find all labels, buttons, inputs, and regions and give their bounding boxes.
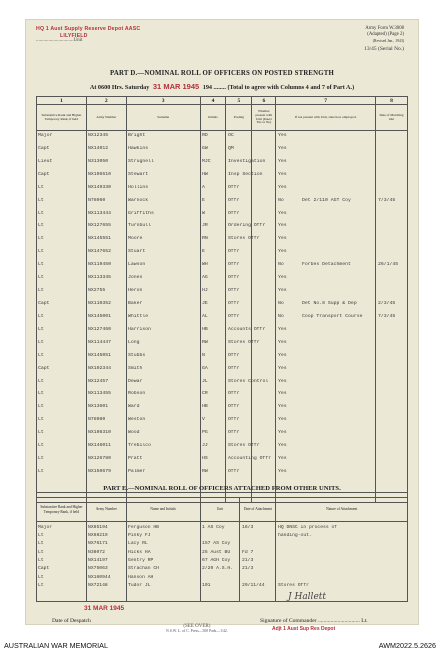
cell-number: NX146011 (88, 443, 112, 449)
col-number: 4 (200, 97, 226, 105)
header-unit: Unit (200, 498, 240, 522)
cell-number: NX114447 (88, 339, 112, 345)
document-sheet (26, 20, 418, 633)
cell-number: NX145551 (88, 236, 112, 242)
cell-number: NX106510 (88, 171, 112, 177)
cell-number: NX75063 (88, 566, 108, 572)
cell-initials: W (202, 210, 205, 216)
cell-rank: Lieut (38, 158, 53, 164)
cell-initials: HB (202, 404, 208, 410)
table-row (36, 582, 408, 590)
cell-number: NX72148 (88, 583, 108, 589)
cell-rank: Lt (38, 262, 44, 268)
cell-rank: Lt (38, 326, 44, 332)
cell-number: NX68219 (88, 532, 108, 538)
cell-number: NX2755 (88, 288, 106, 294)
col-number: 5 (226, 97, 252, 105)
col-number: 2 (86, 97, 126, 105)
table-row (36, 260, 408, 273)
cell-number: NX76171 (88, 541, 108, 547)
cell-rank: Lt (38, 197, 44, 203)
cell-number: NX127655 (88, 223, 112, 229)
cell-number: NX110352 (88, 300, 112, 306)
adjutant-stamp: Adjt 1 Aust Sup Res Depot (272, 626, 336, 632)
table-row (36, 548, 408, 556)
cell-rank: Lt (38, 391, 44, 397)
cell-rank: Lt (38, 339, 44, 345)
cell-name: Tudor JL (128, 583, 151, 589)
cell-surname: Pratt (128, 456, 143, 462)
cell-present: Yes (278, 171, 287, 177)
cell-surname: Strugnell (128, 158, 154, 164)
cell-rank: Lt (38, 184, 44, 190)
at-suffix: 194 ........ (Total to agree with Columns 4 and 7 of Part A.) (202, 84, 355, 91)
cell-posting: Offr (228, 404, 240, 410)
header-army-number: Army Number (86, 105, 126, 131)
header-rank: Substantive Rank and Higher Temporary Rank, if held (37, 105, 87, 131)
cell-initials: CR (202, 391, 208, 397)
cell-rank: Lt (38, 549, 44, 555)
header-initials: Initials (200, 105, 226, 131)
col-number: 8 (376, 97, 408, 105)
cell-posting: Offr (228, 365, 240, 371)
header-present: Whether present with Unit (Insert Yes or No) (252, 105, 276, 131)
form-number: Army Form W.3008 (365, 26, 404, 31)
cell-surname: Stuart (128, 249, 146, 255)
cell-date: 7/3/45 (378, 313, 396, 319)
header-surname: Surname (126, 105, 200, 131)
header-marching-out: Date of Marching Out (376, 105, 408, 131)
cell-present: Yes (278, 223, 287, 229)
cell-unit: 157 AS Coy (202, 541, 231, 547)
cell-surname: Robson (128, 391, 146, 397)
table-row (36, 523, 408, 531)
cell-posting: Offr (228, 249, 240, 255)
table-row (36, 573, 408, 581)
cell-number: NX65194 (88, 524, 108, 530)
header-attachment-nature: Nature of Attachment (276, 498, 408, 522)
cell-number: NX113455 (88, 391, 112, 397)
header-posting: Posting (226, 105, 252, 131)
cell-number: NX119450 (88, 262, 112, 268)
cell-initials: MJC (202, 158, 211, 164)
cell-posting: Offr (228, 210, 240, 216)
cell-rank: Lt (38, 443, 44, 449)
cell-initials: PG (202, 430, 208, 436)
table-row (36, 467, 408, 480)
credit-accession-number: AWM2022.5.2626 (378, 641, 436, 650)
cell-rank: Major (38, 133, 53, 138)
table-row (36, 299, 408, 312)
table-row (36, 540, 408, 548)
cell-present: No (278, 197, 284, 203)
cell-present: No (278, 300, 284, 306)
cell-date: 7/3/45 (378, 197, 396, 203)
cell-present: No (278, 262, 284, 268)
cell-employed: Coop Transport Course (302, 313, 363, 319)
cell-surname: Hawkins (128, 145, 149, 151)
cell-number: NX108310 (88, 430, 112, 436)
printer-note (166, 624, 228, 634)
cell-surname: Dewar (128, 378, 143, 384)
cell-present: Yes (278, 417, 287, 423)
cell-surname: Weston (128, 417, 146, 423)
cell-initials: HS (202, 456, 208, 462)
cell-nature: handing-out. (278, 532, 312, 538)
form-info (365, 26, 404, 44)
cell-present: Yes (278, 430, 287, 436)
cell-surname: Jones (128, 275, 143, 281)
cell-present: Yes (278, 326, 287, 332)
part-e-title: PART E.—NOMINAL ROLL OF OFFICERS ATTACHED FROM OTHER UNITS. (103, 485, 341, 492)
cell-date: 16/3 (242, 524, 254, 530)
cell-initials: A (202, 184, 205, 190)
form-adapted: (Adapted) (Page 2) (367, 32, 404, 37)
col-number: 3 (126, 97, 200, 105)
cell-rank: Lt (38, 210, 44, 216)
part-d-date-line (26, 82, 418, 91)
cell-surname: Stubbs (128, 352, 146, 358)
table-row (36, 402, 408, 415)
table-row (36, 557, 408, 565)
table-row (36, 286, 408, 299)
cell-posting: Investigation (228, 158, 266, 164)
cell-posting: Offr (228, 313, 240, 319)
cell-rank: Lt (38, 532, 44, 538)
cell-rank: Lt (38, 378, 44, 384)
cell-initials: JL (202, 378, 208, 384)
cell-present: Yes (278, 352, 287, 358)
form-revised: (Revised Jan., 1943) (372, 39, 404, 43)
cell-posting: Offr (228, 417, 240, 423)
cell-number: NX12457 (88, 378, 109, 384)
col-number: 6 (252, 97, 276, 105)
cell-present: Yes (278, 456, 287, 462)
cell-posting: QM (228, 145, 234, 151)
cell-name: Ferguson HB (128, 524, 159, 530)
cell-present: Yes (278, 145, 287, 151)
serial-number: 13/45 (Serial No.) (364, 46, 404, 52)
cell-unit: 67 AGH Coy (202, 558, 231, 564)
date-stamp: 31 MAR 1945 (152, 82, 200, 91)
cell-nature: HQ DNSC in process of (278, 524, 338, 530)
cell-rank: Lt (38, 541, 44, 547)
cell-present: Yes (278, 158, 287, 164)
cell-rank: Lt (38, 456, 44, 462)
cell-name: Hanson AH (128, 574, 154, 580)
cell-surname: Wood (128, 430, 140, 436)
at-prefix: At 0600 Hrs. Saturday (89, 84, 150, 91)
cell-initials: JR (202, 223, 208, 229)
cell-number: N78060 (88, 197, 106, 203)
cell-date: 2/3/45 (378, 300, 396, 306)
cell-rank: Lt (38, 288, 44, 294)
cell-present: Yes (278, 378, 287, 384)
cell-initials: E (202, 197, 205, 203)
cell-initials: RW (202, 339, 208, 345)
unit-stamp-line-2: LILYFIELD (60, 33, 88, 39)
table-row (36, 312, 408, 325)
cell-posting: Accounting Offr (228, 456, 272, 462)
cell-surname: Ward (128, 404, 140, 410)
cell-present: Yes (278, 184, 287, 190)
cell-unit: 101 (202, 583, 211, 589)
cell-surname: Long (128, 339, 140, 345)
cell-surname: Heron (128, 288, 143, 294)
cell-surname: Bright (128, 133, 146, 138)
table-row (36, 196, 408, 209)
table-row (36, 565, 408, 573)
col-number: 1 (37, 97, 87, 105)
header-rank: Substantive Rank and Higher Temporary Rank, if held (37, 498, 87, 522)
cell-present: Yes (278, 249, 287, 255)
cell-rank: Lt (38, 430, 44, 436)
cell-posting: Offr (228, 275, 240, 281)
cell-initials: GW (202, 145, 208, 151)
cell-number: NX113345 (88, 275, 112, 281)
table-row (36, 209, 408, 222)
cell-initials: JJ (202, 443, 208, 449)
cell-rank: Lt (38, 574, 44, 580)
cell-rank: Capt (38, 145, 50, 151)
credit-institution: AUSTRALIAN WAR MEMORIAL (4, 641, 108, 650)
cell-posting: Offr (228, 197, 240, 203)
cell-posting: Offr (228, 352, 240, 358)
cell-number: NX13601 (88, 404, 109, 410)
cell-initials: HW (202, 171, 208, 177)
cell-present: Yes (278, 443, 287, 449)
cell-initials: AL (202, 313, 208, 319)
cell-present: Yes (278, 275, 287, 281)
cell-rank: Lt (38, 417, 44, 423)
cell-posting: Offr (228, 288, 240, 294)
cell-rank: Capt (38, 300, 50, 306)
cell-number: NX145051 (88, 352, 112, 358)
cell-surname: Stewart (128, 171, 149, 177)
cell-present: Yes (278, 404, 287, 410)
part-e-header-row (37, 498, 408, 522)
unit-stamp-line-1: HQ 1 Aust Supply Reserve Depot AASC (36, 26, 141, 32)
cell-unit: 1 AS Coy (202, 524, 225, 530)
cell-rank: Lt (38, 249, 44, 255)
table-row (36, 131, 408, 144)
table-row (36, 325, 408, 338)
cell-present: No (278, 313, 284, 319)
cell-rank: Lt (38, 558, 44, 564)
cell-initials: E (202, 249, 205, 255)
table-row (36, 454, 408, 467)
cell-surname: Smith (128, 365, 143, 371)
cell-rank: Lt (38, 404, 44, 410)
cell-rank: Lt (38, 223, 44, 229)
cell-initials: V (202, 417, 205, 423)
cell-date: 26/1/45 (378, 262, 399, 268)
cell-number: NX126780 (88, 456, 112, 462)
table-row (36, 273, 408, 286)
printer-imprint: N.S.W. L. of C. Press—500 Pads—1/42. (166, 629, 228, 633)
cell-present: Yes (278, 236, 287, 242)
cell-present: Yes (278, 339, 287, 345)
cell-surname: Trebilco (128, 443, 152, 449)
cell-name: Strachan CH (128, 566, 159, 572)
cell-present: Yes (278, 288, 287, 294)
header-army-number: Army Number (86, 498, 126, 522)
header-name-initials: Name and Initials (126, 498, 200, 522)
cell-number: NX12345 (88, 133, 109, 138)
table-row (36, 183, 408, 196)
cell-number: NX14012 (88, 145, 109, 151)
cell-initials: AG (202, 275, 208, 281)
cell-surname: Moore (128, 236, 143, 242)
cell-name: Hicks HA (128, 549, 151, 555)
cell-posting: Offr (228, 300, 240, 306)
cell-number: N78080 (88, 417, 106, 423)
column-numbers (37, 97, 408, 105)
cell-surname: Warnock (128, 197, 149, 203)
cell-posting: Offr (228, 430, 240, 436)
cell-initials: HB (202, 326, 208, 332)
header-employment: If not present with Unit, state how employed. (276, 105, 376, 131)
cell-rank: Capt (38, 171, 50, 177)
cell-nature: Stores Offr (278, 583, 309, 589)
cell-surname: Hollins (128, 184, 149, 190)
cell-posting: Offr (228, 184, 240, 190)
cell-initials: GA (202, 365, 208, 371)
cell-number: NX145001 (88, 313, 112, 319)
header-attachment-date: Date of Attachment (240, 498, 276, 522)
cell-posting: Insp Section (228, 171, 263, 177)
cell-posting: Ordering Offr (228, 223, 266, 229)
unit-label: ..............................Unit (36, 38, 83, 43)
cell-initials: RW (202, 468, 208, 474)
cell-posting: OC (228, 133, 234, 138)
cell-date: 21/3 (242, 558, 254, 564)
cell-name: Lacy RL (128, 541, 148, 547)
table-row (36, 144, 408, 157)
table-row (36, 247, 408, 260)
cell-number: NX113444 (88, 210, 112, 216)
cell-number: N38072 (88, 549, 105, 555)
cell-number: NX147652 (88, 249, 112, 255)
cell-rank: Lt (38, 313, 44, 319)
cell-name: Pinky FJ (128, 532, 151, 538)
cell-posting: Offr (228, 468, 240, 474)
despatch-label: Date of Despatch (52, 618, 91, 624)
cell-surname: Baker (128, 300, 143, 306)
table-row (36, 351, 408, 364)
cell-rank: Lt (38, 275, 44, 281)
cell-rank: Major (38, 524, 53, 530)
part-e-rows (36, 523, 408, 590)
cell-surname: Griffiths (128, 210, 154, 216)
cell-posting: Stores Offr (228, 443, 260, 449)
cell-present: Yes (278, 468, 287, 474)
table-row (36, 170, 408, 183)
cell-number: NX102344 (88, 365, 112, 371)
part-d-header-row (37, 105, 408, 131)
cell-number: NX150679 (88, 468, 112, 474)
cell-employed: Forbes Detachment (302, 262, 351, 268)
cell-present: Yes (278, 365, 287, 371)
cell-posting: Accounts Offr (228, 326, 266, 332)
cell-initials: HJ (202, 288, 208, 294)
part-d-rows (36, 131, 408, 480)
table-row (36, 531, 408, 539)
cell-number: NX160944 (88, 574, 111, 580)
cell-posting: Offr (228, 391, 240, 397)
cell-number: NX14197 (88, 558, 108, 564)
cell-present: Yes (278, 210, 287, 216)
cell-surname: Lawson (128, 262, 146, 268)
commander-signature: J Hallett (288, 592, 326, 602)
cell-initials: WH (202, 262, 208, 268)
cell-posting: Stores Offr (228, 236, 260, 242)
table-row (36, 234, 408, 247)
despatch-date-stamp: 31 MAR 1945 (84, 605, 125, 612)
cell-surname: Whittle (128, 313, 149, 319)
table-row (36, 415, 408, 428)
cell-surname: Turnbull (128, 223, 152, 229)
table-row (36, 157, 408, 170)
col-number: 7 (276, 97, 376, 105)
cell-present: Yes (278, 391, 287, 397)
cell-date: 21/3 (242, 566, 254, 572)
cell-surname: Harrison (128, 326, 152, 332)
table-row (36, 338, 408, 351)
cell-number: NX149330 (88, 184, 112, 190)
cell-employed: Det 2/110 AGT Coy (302, 197, 351, 203)
cell-date: Fd 7 (242, 549, 254, 555)
cell-surname: Palmer (128, 468, 146, 474)
part-d-title: PART D.—NOMINAL ROLL OF OFFICERS ON POSTED STRENGTH (110, 70, 334, 77)
cell-rank: Lt (38, 468, 44, 474)
table-row (36, 389, 408, 402)
cell-unit: 2/20 A.S.H. (202, 566, 233, 572)
cell-initials: N (202, 352, 205, 358)
cell-posting: Stores Control (228, 378, 269, 384)
cell-date: 29/11/44 (242, 583, 265, 589)
table-row (36, 377, 408, 390)
credit-bar (0, 638, 442, 653)
cell-rank: Capt (38, 566, 50, 572)
cell-rank: Lt (38, 583, 44, 589)
cell-unit: 25 Aust BU (202, 549, 231, 555)
table-row (36, 428, 408, 441)
see-over-note: (SEE OVER) (183, 624, 211, 629)
cell-rank: Lt (38, 352, 44, 358)
cell-present: Yes (278, 133, 287, 138)
cell-initials: JE (202, 300, 208, 306)
cell-initials: RN (202, 236, 208, 242)
cell-initials: RD (202, 133, 208, 138)
cell-employed: Det No.8 Supp & Dep (302, 300, 357, 306)
cell-number: NX127460 (88, 326, 112, 332)
table-row (36, 364, 408, 377)
table-row (36, 221, 408, 234)
cell-number: N313050 (88, 158, 109, 164)
signature-label: Signature of Commander .............................. Lt. (260, 618, 368, 624)
cell-posting: Stores Offr (228, 339, 260, 345)
table-row (36, 441, 408, 454)
cell-rank: Capt (38, 365, 50, 371)
cell-posting: Offr (228, 262, 240, 268)
cell-rank: Lt (38, 236, 44, 242)
cell-name: Gentry RP (128, 558, 154, 564)
